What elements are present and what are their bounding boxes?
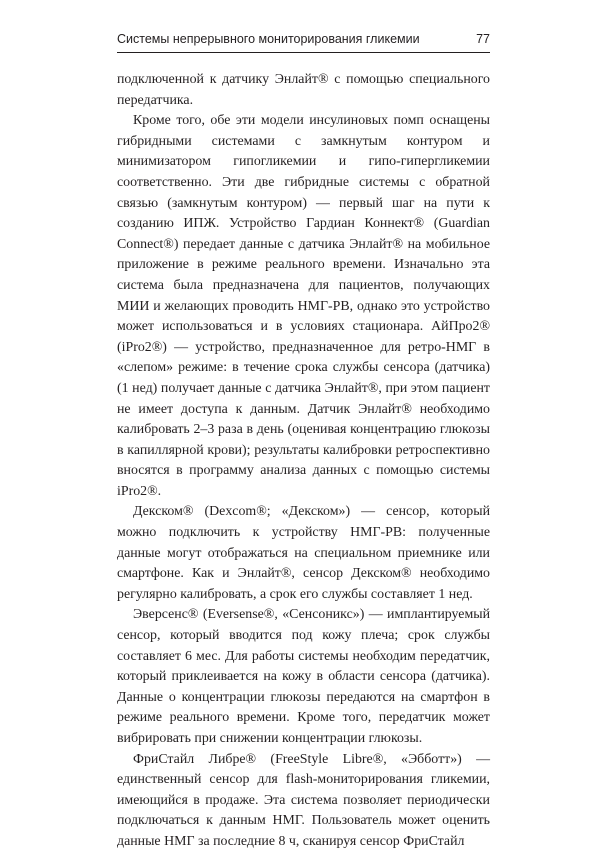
paragraph-freestyle-libre: ФриСтайл Либре® (FreeStyle Libre®, «Эбботт») — единственный сенсор для flash-мониторирования гликемии, имеющийся в продаже. Эта система позволяет периодически подключаться к данным НМГ. Пользователь может оценить данные НМГ за последние 8 ч, сканируя сенсор ФриСтайл <box>117 751 490 849</box>
running-title: Системы непрерывного мониторирования гликемии <box>117 32 420 46</box>
paragraph-continued: подключенной к датчику Энлайт® с помощью специального передатчика. <box>117 72 490 108</box>
header-rule <box>117 52 490 53</box>
body-text <box>117 70 490 853</box>
paragraph-medtronic: Кроме того, обе эти модели инсулиновых помп оснащены гибридными системами с замкнутым контуром и минимизатором гипогликемии и гипо-гипергликемии соответственно. Эти две гибридные системы с обратной связью (замкнутым контуром) — первый шаг на пути к созданию ИПЖ. Устройство Гардиан Коннект® (Guardian Connect®) передает данные с датчика Энлайт® на мобильное приложение в режиме реального времени. Изначально эта система была предназначена для пациентов, получающих МИИ и желающих проводить НМГ-РВ, однако это устройство может использоваться и в условиях стационара. АйПро2® (iPro2®) — устройство, предназначенное для ретро-НМГ в «слепом» режиме: в течение срока службы сенсора (датчика) (1 нед) получает данные с датчика Энлайт®, при этом пациент не имеет доступа к данным. Датчик Энлайт® необходимо калибровать 2–3 раза в день (оценивая концентрацию глюкозы в капиллярной крови); результаты калибровки ретроспективно вносятся в программу анализа данных с помощью системы iPro2®. <box>117 113 490 499</box>
running-header <box>117 32 490 47</box>
paragraph-dexcom: Декском® (Dexcom®; «Декском») — сенсор, который можно подключить к устройству НМГ-РВ: полученные данные могут отображаться на специальном приемнике или смартфоне. Как и Энлайт®, сенсор Декском® необходимо регулярно калибровать, а срок его службы составляет 1 нед. <box>117 504 490 602</box>
page-number: 77 <box>476 32 490 46</box>
paragraph-eversense: Эверсенс® (Eversense®, «Сенсоникс») — имплантируемый сенсор, который вводится под кожу плеча; срок службы составляет 6 мес. Для работы системы необходим передатчик, который приклеивается на кожу в области сенсора (датчика). Данные о концентрации глюкозы передаются на смартфон в режиме реального времени. Кроме того, передатчик может вибрировать при снижении концентрации глюкозы. <box>117 607 490 746</box>
